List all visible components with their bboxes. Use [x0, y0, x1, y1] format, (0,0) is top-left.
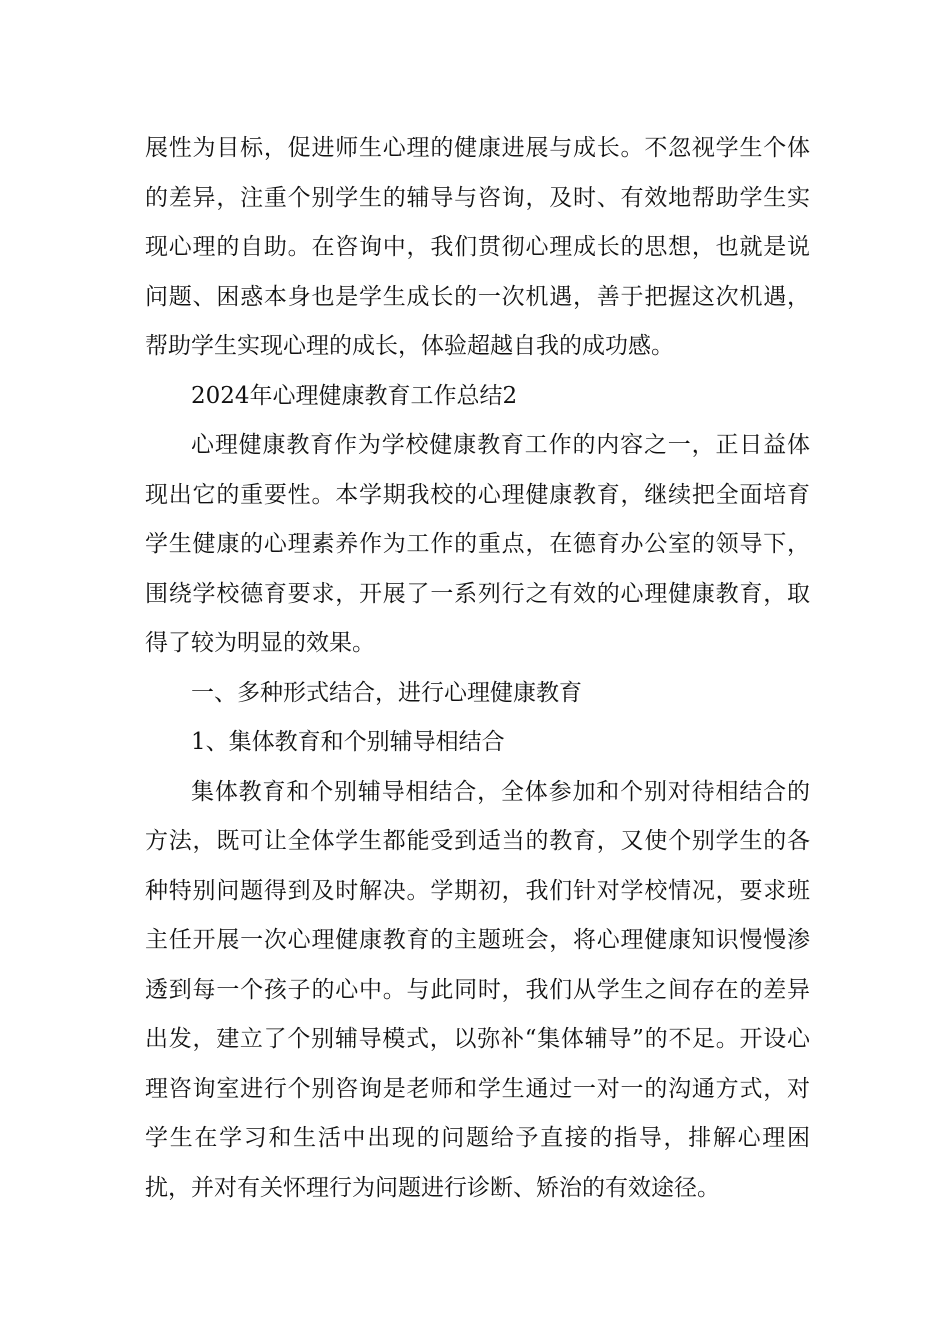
section-title: 2024年心理健康教育工作总结2	[191, 382, 518, 409]
paragraph-body: 集体教育和个别辅导相结合，全体参加和个别对待相结合的方法，既可让全体学生都能受到适当的教育，又使个别学生的各种特别问题得到及时解决。学期初，我们针对学校情况，要求班主任开展一次心理健康教育的主题班会，将心理健康知识慢慢渗透到每一个孩子的心中。与此同时，我们从学生之间存在的差异出发，建立了个别辅导模式，以弥补“集体辅导”的不足。开设心理咨询室进行个别咨询是老师和学生通过一对一的沟通方式，对学生在学习和生活中出现的问题给予直接的指导，排解心理困扰，并对有关怀理行为问题进行诊断、矫治的有效途径。	[145, 778, 810, 1201]
document-body	[145, 124, 810, 1213]
paragraph-intro: 心理健康教育作为学校健康教育工作的内容之一，正日益体现出它的重要性。本学期我校的心理健康教育，继续把全面培育学生健康的心理素养作为工作的重点，在德育办公室的领导下，围绕学校德育要求，开展了一系列行之有效的心理健康教育，取得了较为明显的效果。	[145, 432, 810, 656]
heading-level-1: 一、多种形式结合，进行心理健康教育	[191, 679, 582, 706]
paragraph-continuation: 展性为目标，促进师生心理的健康进展与成长。不忽视学生个体的差异，注重个别学生的辅导与咨询，及时、有效地帮助学生实现心理的自助。在咨询中，我们贯彻心理成长的思想，也就是说问题、困惑本身也是学生成长的一次机遇，善于把握这次机遇，帮助学生实现心理的成长，体验超越自我的成功感。	[145, 135, 810, 359]
heading-level-2: 1、集体教育和个别辅导相结合	[191, 729, 505, 755]
